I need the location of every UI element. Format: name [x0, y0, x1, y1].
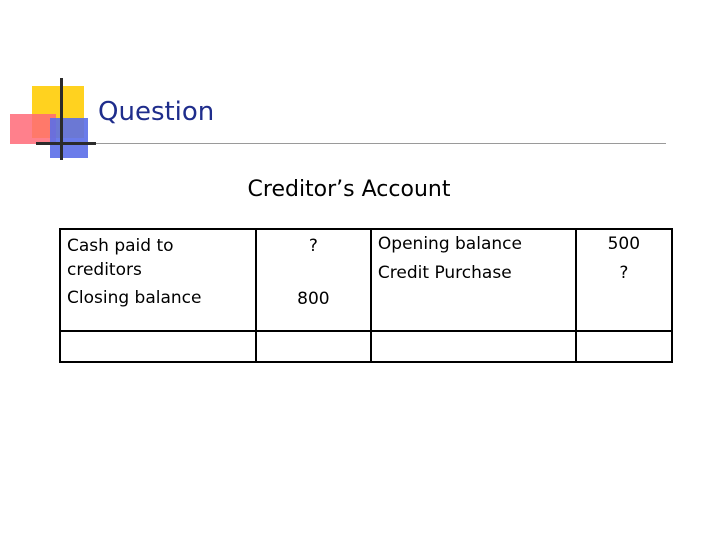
credit-amount-cell: [576, 229, 672, 331]
credit-entry-label: Credit Purchase: [377, 263, 512, 283]
credit-entry-amount: ?: [619, 263, 629, 283]
credit-total-label-cell: [371, 331, 576, 362]
logo-blue-square: [50, 118, 88, 158]
credit-total-amount-cell: [576, 331, 672, 362]
debit-total-label-cell: [60, 331, 256, 362]
debit-particulars-cell: [60, 229, 256, 331]
account-title: Creditor’s Account: [247, 177, 451, 202]
ledger-total-row: [60, 331, 672, 362]
debit-total-amount-cell: [256, 331, 371, 362]
debit-entry-amount: ?: [308, 236, 318, 256]
slide-title: Question: [98, 97, 215, 127]
credit-particulars-cell: [371, 229, 576, 331]
debit-entry-label: Cash paid to creditors: [67, 236, 174, 280]
credit-entry-label: Opening balance: [377, 234, 522, 254]
debit-entry-label: Closing balance: [67, 288, 202, 308]
ledger-table: [59, 228, 673, 363]
logo-horizontal-line: [36, 142, 96, 145]
ledger-entries-row: [60, 229, 672, 331]
logo-vertical-line: [60, 78, 63, 160]
title-underline: [36, 143, 666, 144]
credit-entry-amount: 500: [607, 234, 641, 254]
debit-entry-amount: 800: [297, 289, 330, 309]
debit-amount-cell: [256, 229, 371, 331]
